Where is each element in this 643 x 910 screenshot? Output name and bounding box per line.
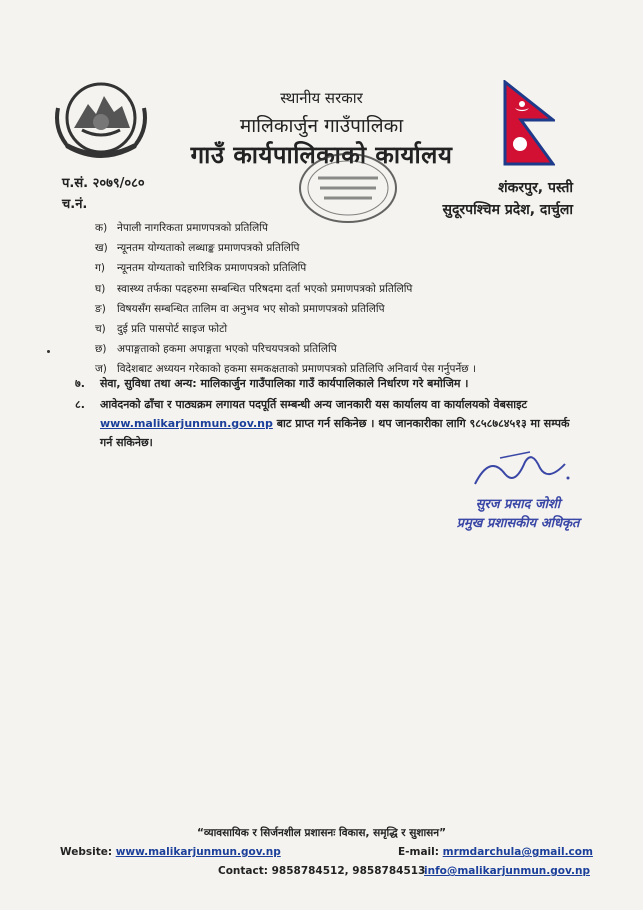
chalani-number: च.नं. xyxy=(62,197,88,212)
required-documents-list xyxy=(95,218,575,380)
website-link[interactable]: www.malikarjunmun.gov.np xyxy=(100,417,273,430)
footer-email-link[interactable]: mrmdarchula@gmail.com xyxy=(442,846,593,858)
address-line-2: सुदूरपश्चिम प्रदेश, दार्चुला xyxy=(442,202,573,218)
municipality-name: मालिकार्जुन गाउँपालिका xyxy=(239,115,404,137)
speck-mark xyxy=(47,350,50,353)
list-item: च) दुई प्रति पासपोर्ट साइज फोटो xyxy=(95,322,228,335)
footer-website: Website: www.malikarjunmun.gov.np xyxy=(60,846,281,858)
list-item: ख) न्यूनतम योग्यताको लब्धाङ्क प्रमाणपत्रको प्रतिलिपि xyxy=(95,242,300,255)
item-7-services: ७. सेवा, सुविधा तथा अन्य: मालिकार्जुन गाउँपालिका गाउँ कार्यपालिकाले निर्धारण गरे बमोजिम । xyxy=(75,377,469,390)
footer-website-link[interactable]: www.malikarjunmun.gov.np xyxy=(115,846,281,858)
list-item: क) नेपाली नागरिकता प्रमाणपत्रको प्रतिलिपि xyxy=(95,222,268,234)
footer-email: E-mail: mrmdarchula@gmail.com xyxy=(398,846,593,858)
address-line-1: शंकरपुर, पस्ती xyxy=(498,180,573,196)
list-item: छ) अपाङ्गताको हकमा अपाङ्गता भएको परिचयपत्रको प्रतिलिपि xyxy=(95,343,337,356)
signer-title: प्रमुख प्रशासकीय अधिकृत xyxy=(456,516,580,531)
office-stamp-icon xyxy=(296,148,400,226)
signer-name: सुरज प्रसाद जोशी xyxy=(475,497,561,512)
signature-icon xyxy=(470,444,580,494)
footer-contact: Contact: 9858784512, 9858784513 xyxy=(218,865,426,877)
list-item: ङ) विषयसँग सम्बन्धित तालिम वा अनुभव भए सोको प्रमाणपत्रको प्रतिलिपि xyxy=(95,302,385,315)
item-8-application-info: ८. आवेदनको ढाँचा र पाठ्यक्रम लगायत पदपूर्ति सम्बन्धी अन्य जानकारी यस कार्यालय वा कार्यालयको वेबसाइट www.malikarjunmun.gov.np बाट प्राप्त गर्न सकिनेछ । थप जानकारीका लागि ९८५८७८४५१३ मा सम्पर्क गर्न सकिनेछ। xyxy=(75,398,570,449)
office-title: गाउँ कार्यपालिकाको कार्यालय xyxy=(190,141,453,169)
list-item: घ) स्वास्थ्य तर्फका पदहरुमा सम्बन्धित परिषदमा दर्ता भएको प्रमाणपत्रको प्रतिलिपि xyxy=(95,282,413,295)
list-item: ज) विदेशबाट अध्ययन गरेकाको हकमा समकक्षताको प्रमाणपत्रको प्रतिलिपि अनिवार्य पेस गर्नुपर्नेछ । xyxy=(95,363,476,376)
patra-sankhya: प.सं. २०७९/०८० xyxy=(62,176,145,191)
footer-slogan: “व्यावसायिक र सिर्जनशील प्रशासनः विकास, समृद्धि र सुशासन” xyxy=(197,827,446,839)
local-government-label: स्थानीय सरकार xyxy=(280,89,363,107)
footer-info-email xyxy=(424,865,590,877)
list-item: ग) न्यूनतम योग्यताको चारित्रिक प्रमाणपत्रको प्रतिलिपि xyxy=(95,262,307,275)
footer-info-email-link[interactable]: info@malikarjunmun.gov.np xyxy=(424,865,590,877)
